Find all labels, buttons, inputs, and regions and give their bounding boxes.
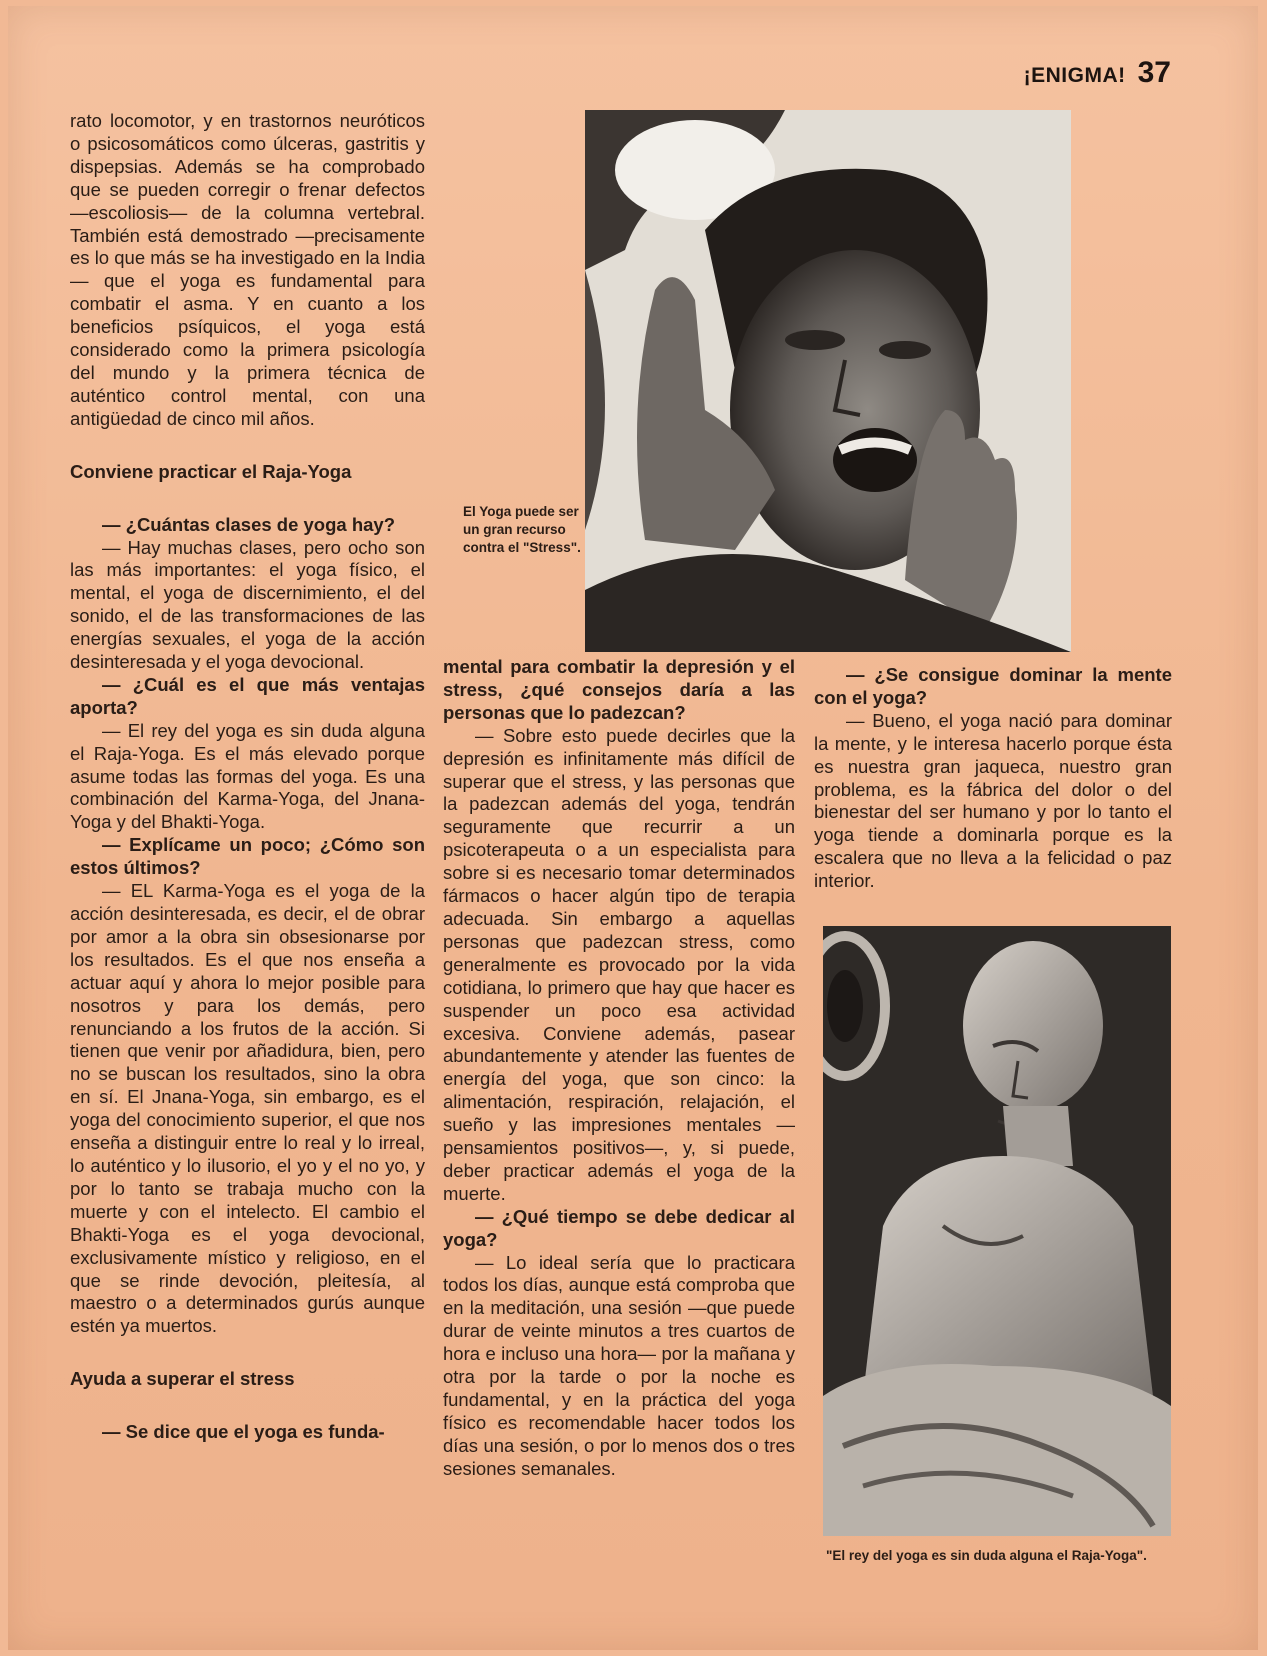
- paragraph: rato locomotor, y en trastornos neuróticos o psicosomáticos como úlceras, gastritis y dispepsias. Además se ha comprobado que se pueden corregir o frenar defectos —escoliosis— de la columna vertebral. También está demostrado —precisamente es lo que más se ha investigado en la India— que el yoga es fundamental para combatir el asma. Y en cuanto a los beneficios psíquicos, el yoga está considerado como la primera psicología del mundo y la primera técnica de auténtico control mental, con una antigüedad de cinco mil años.: [70, 110, 425, 429]
- photo-caption-2: "El rey del yoga es sin duda alguna el Raja-Yoga".: [826, 1548, 1147, 1563]
- answer: — Lo ideal sería que lo practicara todos los días, aunque está comproba que en la meditación, una sesión —que puede durar de veinte minutos a tres cuartos de hora e incluso una hora— por la mañana y otra por la tarde o por la noche es fundamental, y en la práctica del yoga físico es recomendable hacer todos los días una sesión, o por lo menos dos o tres sesiones semanales.: [443, 1251, 795, 1479]
- section-heading: Conviene practicar el Raja-Yoga: [70, 460, 352, 482]
- answer: — Sobre esto puede decirles que la depresión es infinitamente más difícil de superar que el stress, y las personas que la padezcan además del yoga, tendrán seguramente que recurrir a un psicoterapeuta o a un especialista para sobre si es necesario tomar determinados fármacos o hacer algún tipo de terapia adecuada. Sin embargo a aquellas personas que padezcan stress, como generalmente es provocado por la vida cotidiana, lo primero que hay que hacer es suspender un poco esa actividad excesiva. Conviene además, pasear abundantemente y atender las fuentes de energía del yoga, que son cinco: la alimentación, respiración, relajación, el sueño y las impresiones mentales —pensamientos positivos—, y, si puede, deber practicar además el yoga de la muerte.: [443, 724, 795, 1204]
- question: — ¿Se consigue dominar la mente con el yoga?: [814, 664, 1172, 708]
- question: — Explícame un poco; ¿Cómo son estos últimos?: [70, 834, 425, 879]
- text-column-2: [443, 656, 795, 1481]
- answer: — Bueno, el yoga nació para dominar la mente, y le interesa hacerlo porque ésta es nuestra gran jaqueca, nuestro gran problema, es la fábrica del dolor o del bienestar del ser humano y por lo tanto el yoga tiende a dominarla porque es la escalera que no lleva a la felicidad o paz interior.: [814, 709, 1172, 892]
- question: — ¿Qué tiempo se debe dedicar al yoga?: [443, 1205, 795, 1250]
- photo-seated-yogi-image: [823, 926, 1171, 1536]
- text-column-1: [70, 110, 425, 1444]
- photo-caption-1: El Yoga puede ser un gran recurso contra el "Stress".: [463, 504, 581, 555]
- question: — ¿Cuántas clases de yoga hay?: [102, 513, 396, 535]
- photo-seated-yogi: [823, 926, 1171, 1536]
- question: — Se dice que el yoga es funda-: [102, 1421, 385, 1443]
- question: — ¿Cuál es el que más ventajas aporta?: [70, 673, 425, 718]
- page-number: 37: [1137, 56, 1171, 89]
- answer: — Hay muchas clases, pero ocho son las más importantes: el yoga físico, el mental, el yoga de discernimiento, el del sonido, el de las transformaciones de las energías sexuales, el yoga de la acción desinteresada y el yoga devocional.: [70, 536, 425, 673]
- text-column-3: [814, 664, 1172, 893]
- photo-man-shouting-image: [585, 110, 1071, 652]
- section-heading: Ayuda a superar el stress: [70, 1368, 295, 1390]
- question-continuation: mental para combatir la depresión y el stress, ¿qué consejos daría a las personas que lo padezcan?: [443, 656, 795, 723]
- page-header: [1024, 56, 1171, 90]
- magazine-title: ¡ENIGMA!: [1023, 64, 1126, 87]
- photo-man-shouting: [585, 110, 1071, 652]
- answer: — El rey del yoga es sin duda alguna el Raja-Yoga. Es el más elevado porque asume todas las formas del yoga. Es una combinación del Karma-Yoga, del Jnana-Yoga y del Bhakti-Yoga.: [70, 719, 425, 833]
- answer: — EL Karma-Yoga es el yoga de la acción desinteresada, es decir, el de obrar por amor a la obra sin obsesionarse por los resultados. Es el que nos enseña a actuar aquí y ahora lo mejor posible para nosotros y para los demás, pero renunciando a los frutos de la acción. Si tienen que venir por añadidura, bien, pero no se buscan los resultados, sino la obra en sí. El Jnana-Yoga, sin embargo, es el yoga del conocimiento superior, el que nos enseña a distinguir entre lo real y lo irreal, lo auténtico y lo ilusorio, el yo y el no yo, y por lo tanto se trabaja mucho con la muerte y con el intelecto. El cambio el Bhakti-Yoga es el yoga devocional, exclusivamente místico y religioso, en el que se rinde devoción, pleitesía, al maestro o a determinados gurús aunque estén ya muertos.: [70, 880, 425, 1337]
